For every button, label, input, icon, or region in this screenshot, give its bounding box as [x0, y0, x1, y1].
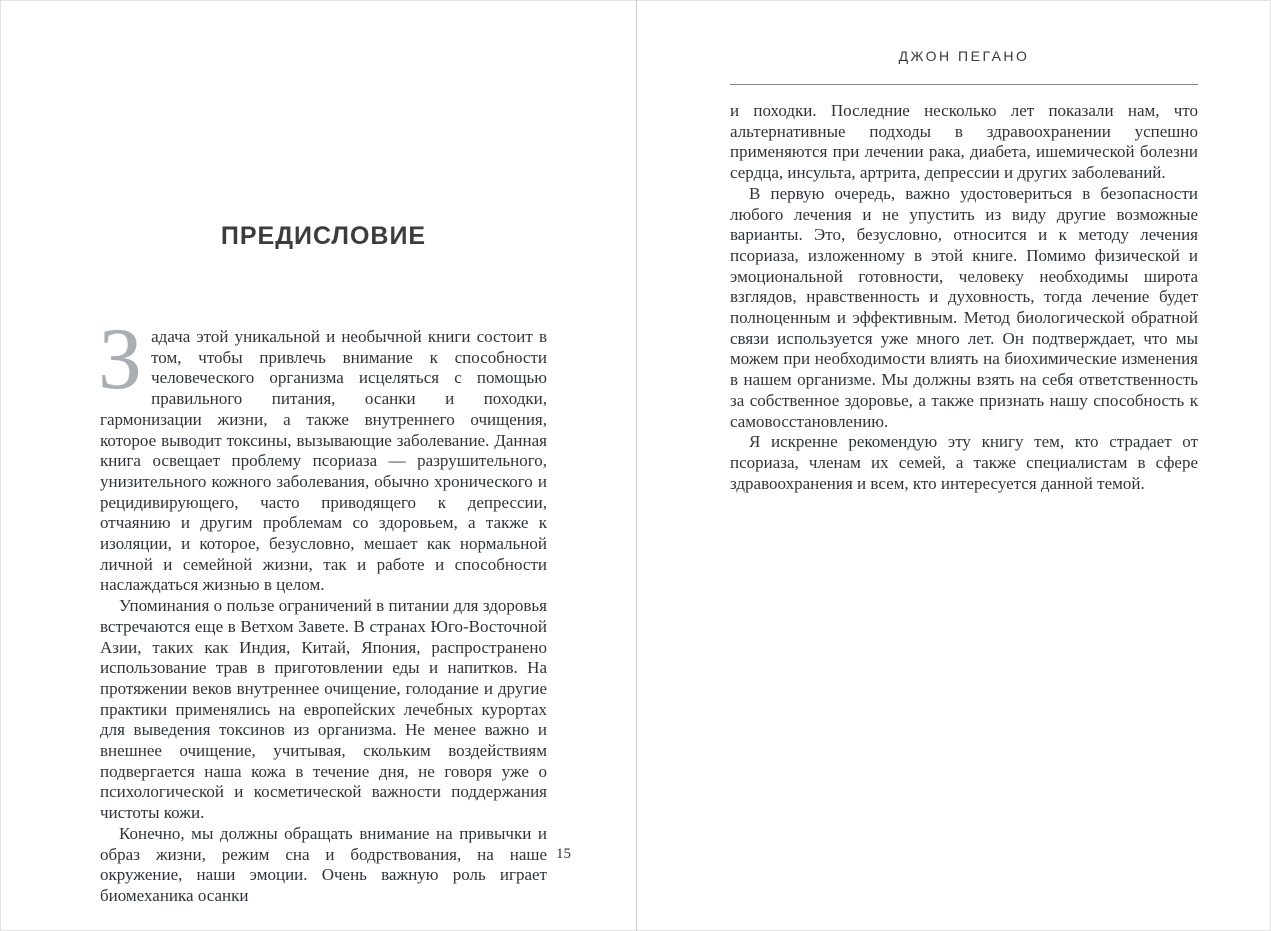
- page-divider: [636, 0, 637, 931]
- running-header: ДЖОН ПЕГАНО: [898, 48, 1030, 64]
- paragraph: Я искренне рекомендую эту книгу тем, кто страдает от псориаза, членам их семей, а также специалистам в сфере здравоохранения и всем, кто интересуется данной темой.: [730, 432, 1198, 493]
- paragraph-text: адача этой уникальной и необычной книги состоит в том, чтобы привлечь внимание к способности человеческого организма исцеляться с помощью правильного питания, осанки и походки, гармонизации жизни, а также внутреннего очищения, которое выводит токсины, вызывающие заболевание. Данная книга освещает проблему псориаза — разрушительного, унизительного кожного заболевания, обычно хронического и рецидивирующего, часто приводящего к депрессии, отчаянию и другим проблемам со здоровьем, а также к изоляции, и которое, безусловно, мешает как нормальной личной и семейной жизни, так и работе и способности наслаждаться жизнью в целом.: [100, 327, 547, 595]
- page-number: 15: [556, 846, 571, 862]
- chapter-title: ПРЕДИСЛОВИЕ: [220, 222, 427, 250]
- right-page-content: [730, 48, 1198, 494]
- header-rule: [730, 84, 1198, 85]
- drop-cap-letter: З: [98, 311, 143, 408]
- paragraph: [98, 311, 547, 596]
- paragraph: В первую очередь, важно удостовериться в безопасности любого лечения и не упустить из виду другие возможные варианты. Это, безусловно, относится и к методу лечения псориаза, изложенному в этой книге. Помимо физической и эмоциональной готовности, человеку необходимы широта взглядов, нравственность и духовность, тогда лечение будет полноценным и эффективным. Метод биологической обратной связи используется уже много лет. Он подтверждает, что мы можем при необходимости влиять на биохимические изменения в нашем организме. Мы должны взять на себя ответственность за собственное здоровье, а также признать нашу способность к самовосстановлению.: [730, 183, 1198, 431]
- paragraph: Конечно, мы должны обращать внимание на привычки и образ жизни, режим сна и бодрствования, на наше окружение, наши эмоции. Очень важную роль играет биомеханика осанки: [100, 823, 547, 905]
- left-page-content: [100, 222, 547, 907]
- paragraph: Упоминания о пользе ограничений в питании для здоровья встречаются еще в Ветхом Завете. В странах Юго-Восточной Азии, таких как Индия, Китай, Япония, распространено использование трав в приготовлении еды и напитков. На протяжении веков внутреннее очищение, голодание и другие практики применялись на европейских лечебных курортах для выведения токсинов из организма. Не менее важно и внешнее очищение, учитывая, скольким воздействиям подвергается наша кожа в течение дня, не говоря уже о психологической и косметической важности поддержания чистоты кожи.: [100, 596, 547, 823]
- paragraph: и походки. Последние несколько лет показали нам, что альтернативные подходы в здравоохранении успешно применяются при лечении рака, диабета, ишемической болезни сердца, инсульта, артрита, депрессии и других заболеваний.: [730, 101, 1198, 183]
